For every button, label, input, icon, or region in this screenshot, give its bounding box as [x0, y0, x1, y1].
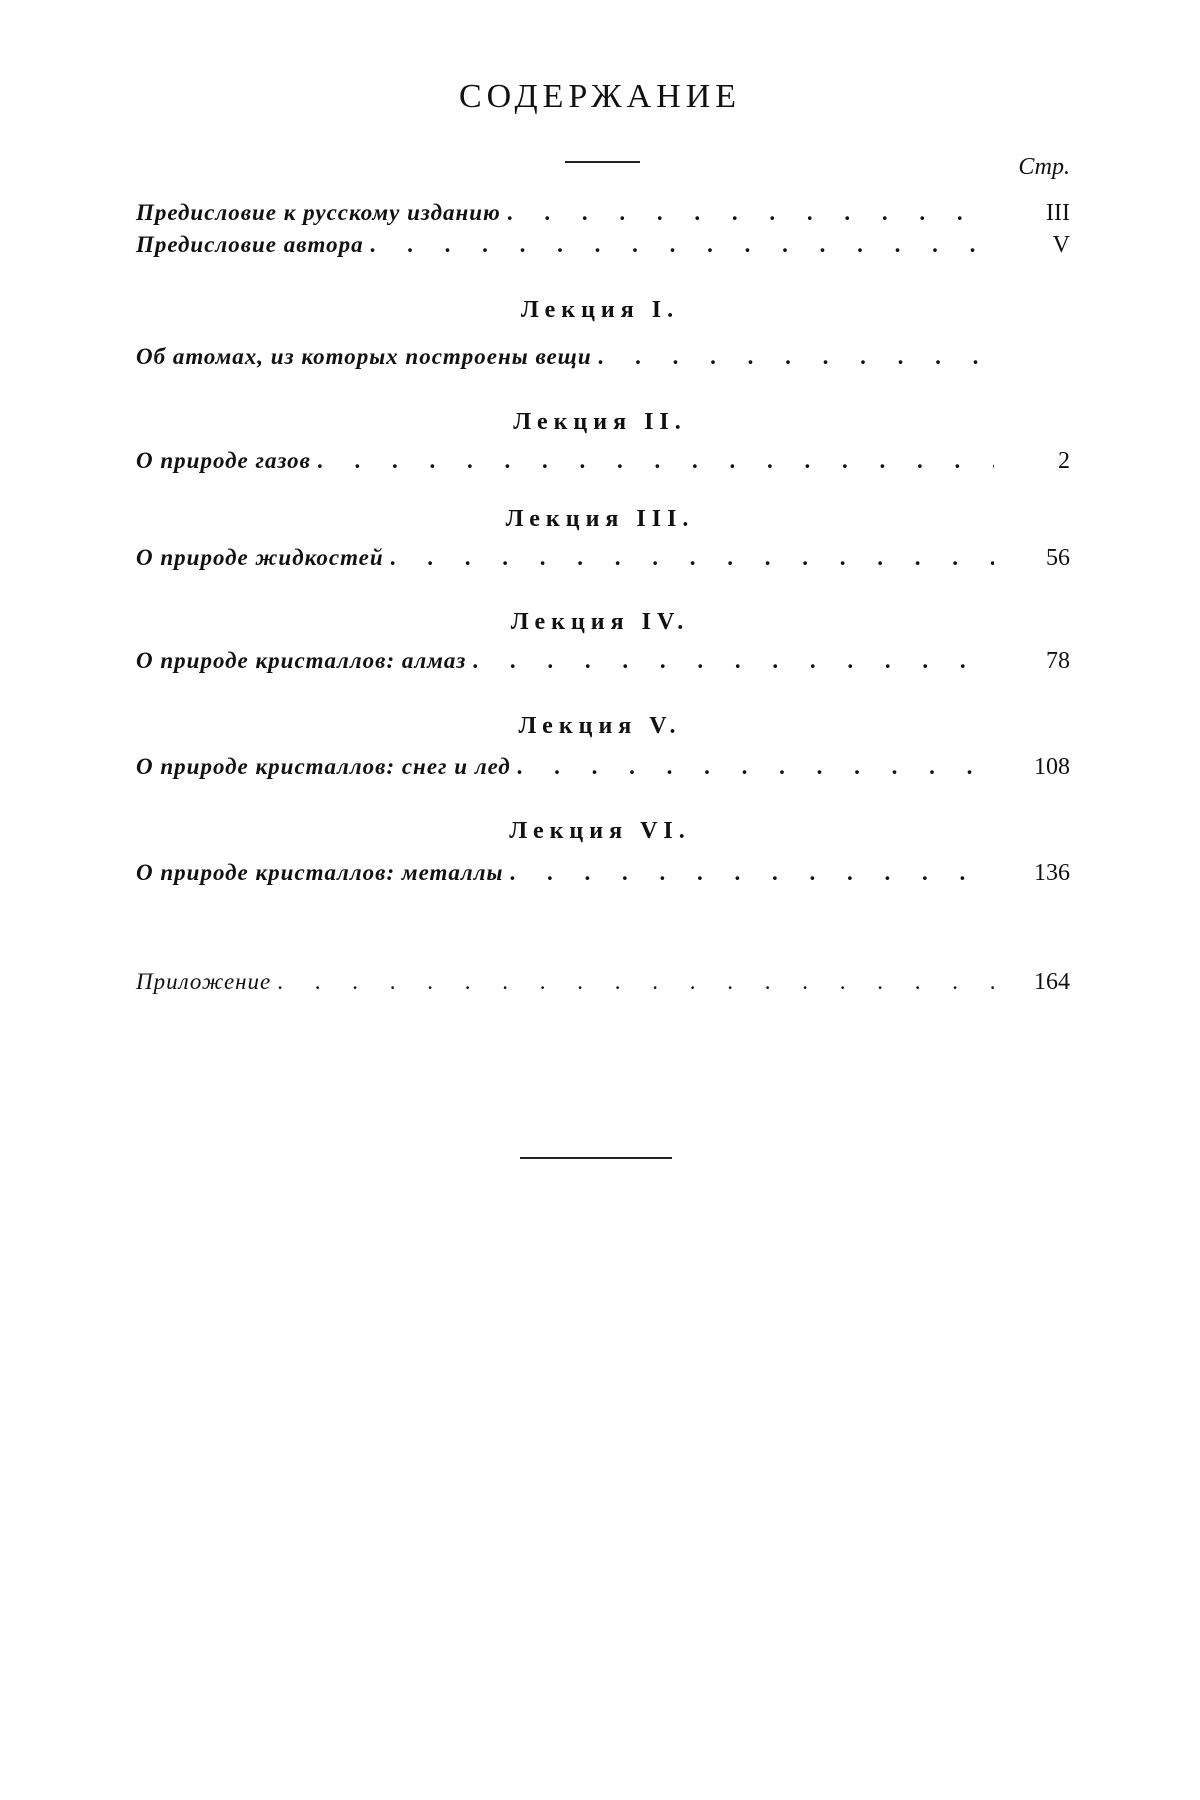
dot-leader: [509, 860, 994, 886]
toc-entry-preface-russian: [136, 200, 1070, 234]
dot-leader: [598, 344, 994, 370]
lecture-heading-5: Лекция V.: [518, 713, 682, 739]
lecture-heading-3: Лекция III.: [505, 506, 695, 532]
dot-leader: [517, 754, 994, 780]
toc-entry-page: 164: [1034, 969, 1070, 995]
toc-entry-label: О природе кристаллов: алмаз: [136, 648, 467, 673]
toc-entry-page: 78: [1046, 648, 1070, 674]
lecture-heading-2: Лекция II.: [513, 409, 687, 435]
toc-entry-page: V: [1052, 232, 1070, 258]
toc-entry-label: Об атомах, из которых построены вещи: [136, 344, 592, 369]
toc-entry-lecture-1: [136, 344, 1070, 378]
dot-leader: [277, 969, 994, 995]
toc-entry-lecture-3: [136, 545, 1070, 579]
toc-entry-label: Приложение: [136, 969, 272, 994]
toc-entry-page: 108: [1034, 754, 1070, 780]
toc-entry-page: 56: [1046, 545, 1070, 571]
toc-entry-page: 136: [1034, 860, 1070, 886]
toc-entry-label: Предисловие к русскому изданию: [136, 200, 501, 225]
title-divider: [565, 161, 640, 163]
toc-entry-label: Предисловие автора: [136, 232, 364, 257]
toc-entry-label: О природе газов: [136, 448, 311, 473]
toc-entry-label: О природе кристаллов: металлы: [136, 860, 504, 885]
lecture-heading-6: Лекция VI.: [509, 818, 691, 844]
end-divider: [520, 1157, 672, 1159]
toc-entry-page: 2: [1058, 448, 1070, 474]
toc-entry-appendix: [136, 969, 1070, 1003]
lecture-heading-1: Лекция I.: [520, 297, 680, 323]
dot-leader: [317, 448, 994, 474]
dot-leader: [472, 648, 994, 674]
toc-entry-label: О природе кристаллов: снег и лед: [136, 754, 511, 779]
dot-leader: [370, 232, 994, 258]
page-title: СОДЕРЖАНИЕ: [458, 78, 742, 115]
page-column-header: Стр.: [1018, 154, 1070, 180]
dot-leader: [507, 200, 994, 226]
toc-entry-lecture-5: [136, 754, 1070, 788]
toc-entry-lecture-2: [136, 448, 1070, 482]
toc-entry-lecture-6: [136, 860, 1070, 894]
toc-entry-label: О природе жидкостей: [136, 545, 384, 570]
toc-entry-page: III: [1046, 200, 1070, 226]
toc-entry-lecture-4: [136, 648, 1070, 682]
lecture-heading-4: Лекция IV.: [510, 609, 690, 635]
dot-leader: [390, 545, 994, 571]
toc-entry-preface-author: [136, 232, 1070, 266]
